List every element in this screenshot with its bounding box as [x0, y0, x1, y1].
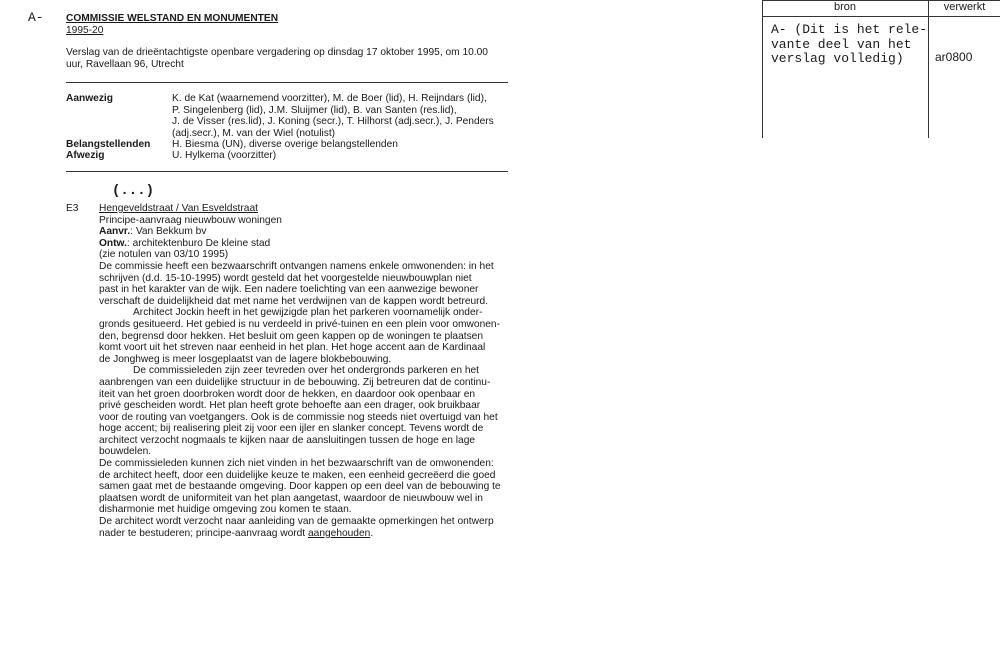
paragraph-line: iteit van het groen doorbroken wordt door de hekken, en daardoor ook openbaar en: [99, 388, 476, 400]
body-paragraph: [99, 516, 519, 528]
absent-label: Afwezig: [66, 150, 105, 161]
organization-title: COMMISSIE WELSTAND EN MONUMENTEN: [66, 13, 279, 24]
paragraph-line: gronds gesitueerd. Het gebied is nu verdeeld in privé-tuinen en een plein voor omwonen-: [99, 318, 500, 330]
item-code: E3: [66, 203, 79, 214]
paragraph-line: plaatsen wordt de uniformiteit van het plan aangetast, waardoor de nieuwbouw wel in: [99, 492, 483, 504]
final-line-text: nader te bestuderen; principe-aanvraag wordt: [99, 527, 308, 539]
paragraph-line: den, begrensd door hekken. Het besluit om geen kappen op de woningen te plaatsen: [99, 330, 484, 342]
item-subtitle: Principe-aanvraag nieuwbouw woningen: [99, 214, 282, 226]
paragraph-line: samen gaat met de bestaande omgeving. Door kappen op een deel van de bebouwing te: [99, 481, 501, 493]
present-list: [172, 93, 494, 139]
paragraph-line: komt voort uit het streven naar eenheid in het plan. Het hoge accent aan de Kardinaal: [99, 342, 486, 354]
side-table-left-border: [762, 0, 763, 138]
paragraph-line: De commissie heeft een bezwaarschrift ontvangen namens enkele omwonenden: in het: [99, 260, 494, 272]
stakeholders-value: H. Biesma (UN), diverse overige belangstellenden: [172, 139, 398, 150]
paragraph-line: past in het karakter van de wijk. Een nadere toelichting van een aanwezige bewoner: [99, 284, 479, 296]
present-line: (adj.secr.), M. van der Wiel (notulist): [172, 127, 336, 139]
intro-line: uur, Ravellaan 96, Utrecht: [66, 58, 184, 70]
final-line: [99, 528, 519, 540]
final-line-end: .: [370, 527, 374, 539]
side-table-column-divider: [928, 0, 929, 138]
designer-label: Ontw.: [99, 237, 127, 249]
side-table-header-border: [762, 16, 1000, 17]
item-body: [99, 261, 519, 528]
paragraph-line: de architect heeft, door een duidelijke keuze te maken, een eenheid gecreëerd die goed: [99, 469, 496, 481]
source-note-line: A- (Dit is het rele-: [771, 22, 928, 37]
paragraph-line: De architect wordt verzocht naar aanleiding van de gemaakte opmerkingen het ontwerp: [99, 516, 494, 528]
applicant-line: [99, 226, 519, 238]
source-note-line: vante deel van het: [771, 36, 912, 52]
report-intro: [66, 47, 488, 70]
paragraph-line: bouwdelen.: [99, 446, 152, 458]
present-line: J. de Visser (res.lid), J. Koning (secr.), T. Hilhorst (adj.secr.), J. Penders: [172, 116, 494, 128]
notes-reference: (zie notulen van 03/10 1995): [99, 249, 229, 261]
paragraph-line: voor de routing van voetgangers. Ook is de commissie nog steeds niet overtuigd van het: [99, 411, 498, 423]
processed-code: ar0800: [935, 50, 973, 64]
decision-postponed: aangehouden: [307, 527, 371, 539]
body-paragraph: [99, 365, 519, 458]
paragraph-line: Architect Jockin heeft in het gewijzigde plan het parkeren voornamelijk onder-: [133, 307, 483, 319]
present-label: Aanwezig: [66, 93, 113, 104]
applicant-label: Aanvr.: [99, 226, 131, 238]
attendance-divider: [66, 171, 508, 172]
paragraph-line: disharmonie met huidige omgeving zou komen te staan.: [99, 504, 352, 516]
paragraph-line: de Jonghweg is meer losgeplaatst van de lagere blokbebouwing.: [99, 353, 392, 365]
agenda-item: [99, 203, 519, 539]
paragraph-line: architect verzocht nogmaals te kijken naar de aansluitingen tussen de hoge en lage: [99, 434, 476, 446]
source-column-header: bron: [833, 1, 857, 13]
absent-value: U. Hylkema (voorzitter): [172, 150, 277, 161]
applicant-value: : Van Bekkum bv: [130, 226, 207, 238]
designer-value: : architektenburo De kleine stad: [126, 237, 271, 249]
paragraph-line: De commissieleden kunnen zich niet vinden in het bezwaarschrift van de omwonenden:: [99, 458, 494, 470]
body-paragraph: [99, 458, 519, 516]
header-divider: [66, 82, 508, 83]
paragraph-line: aanbrengen van een duidelijke structuur in de bebouwing. Zij betreuren dat de continu-: [99, 376, 491, 388]
item-title: Hengeveldstraat / Van Esveldstraat: [99, 203, 258, 214]
source-note: [771, 23, 927, 67]
designer-line: [99, 238, 519, 250]
processed-column-header: verwerkt: [943, 1, 986, 13]
paragraph-line: hoge accent; bij realisering pleit zij voor een ijler en slanker concept. Tevens wordt de: [99, 423, 484, 435]
intro-line: Verslag van de drieëntachtigste openbare vergadering op dinsdag 17 oktober 1995, om 10.00: [66, 47, 488, 58]
stakeholders-label: Belangstellenden: [66, 139, 151, 150]
paragraph-line: privé gescheiden wordt. Het plan heeft grote behoefte aan een drager, ook bruikbaar: [99, 400, 481, 412]
body-paragraph: [99, 307, 519, 365]
present-line: P. Singelenberg (lid), J.M. Sluijmer (lid), B. van Santen (res.lid),: [172, 104, 457, 116]
source-note-line: verslag volledig): [771, 51, 904, 66]
omission-mark: (...): [112, 183, 155, 199]
present-line: K. de Kat (waarnemend voorzitter), M. de Boer (lid), H. Reijndars (lid),: [172, 93, 487, 104]
body-paragraph: [99, 261, 519, 307]
page-marker: A-: [28, 10, 44, 25]
document-header: [66, 13, 278, 36]
paragraph-line: De commissieleden zijn zeer tevreden over het ondergronds parkeren en het: [133, 365, 480, 377]
paragraph-line: schrijven (d.d. 15-10-1995) wordt gesteld dat het voorgestelde nieuwbouwplan niet: [99, 272, 472, 284]
report-number: 1995-20: [66, 24, 104, 36]
paragraph-line: verschaft de duidelijkheid dat met name het verdwijnen van de kappen wordt betreurd.: [99, 295, 489, 307]
